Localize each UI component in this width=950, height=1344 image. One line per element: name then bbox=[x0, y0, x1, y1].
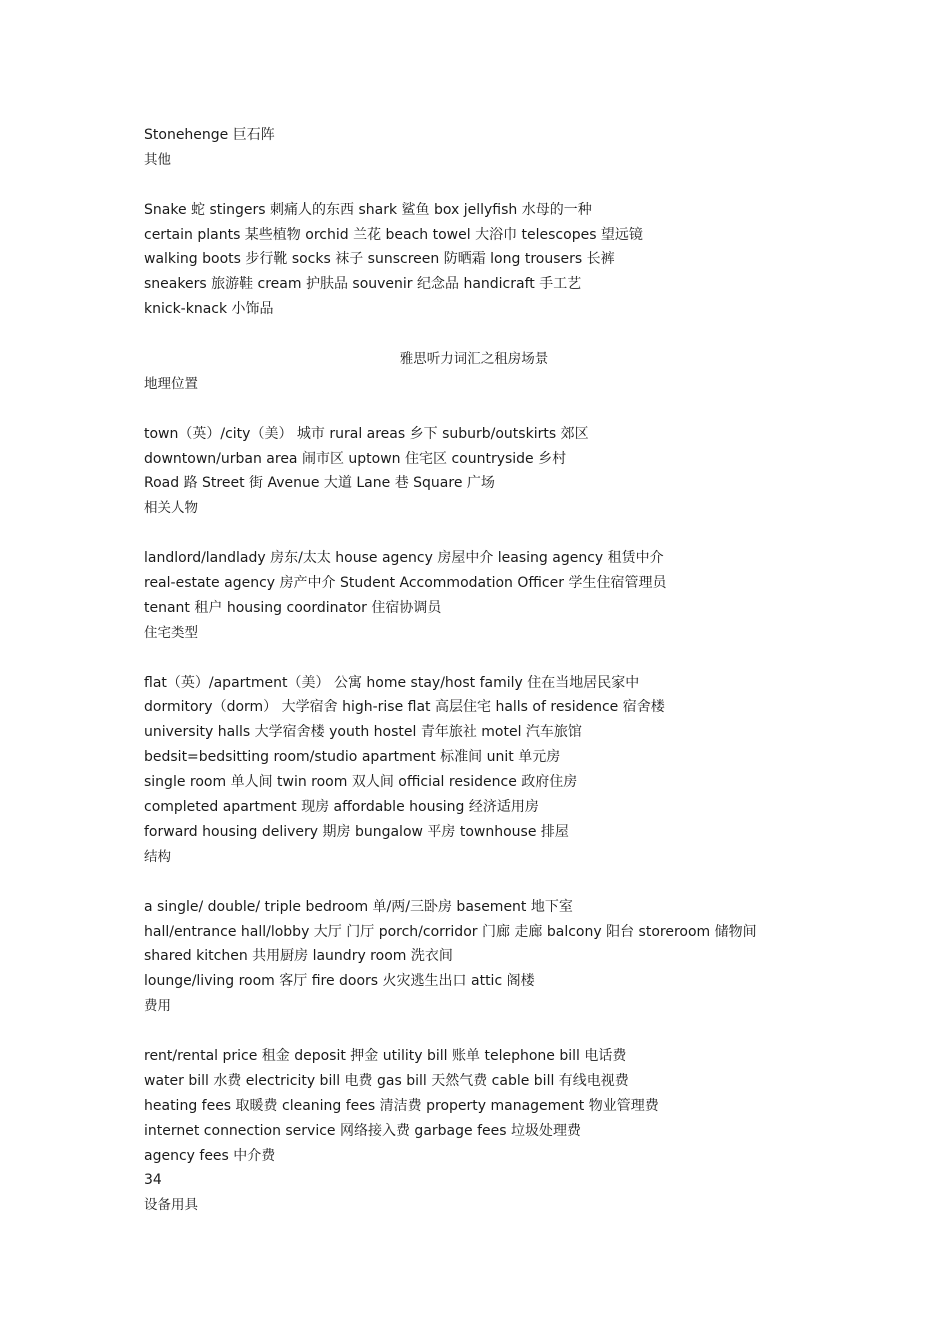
blank-line bbox=[144, 646, 824, 671]
vocab-line: bedsit=bedsitting room/studio apartment 标准间 unit 单元房 bbox=[144, 749, 561, 766]
document-page bbox=[144, 123, 824, 1218]
vocab-line: real-estate agency 房产中介 Student Accommodation Officer 学生住宿管理员 bbox=[144, 575, 667, 592]
vocab-line: rent/rental price 租金 deposit 押金 utility bill 账单 telephone bill 电话费 bbox=[144, 1047, 627, 1064]
vocab-line: knick-knack 小饰品 bbox=[144, 301, 274, 318]
vocab-line: downtown/urban area 闹市区 uptown 住宅区 countryside 乡村 bbox=[144, 450, 567, 467]
vocab-line: walking boots 步行靴 socks 袜子 sunscreen 防晒霜 long trousers 长裤 bbox=[144, 251, 615, 268]
vocab-line: sneakers 旅游鞋 cream 护肤品 souvenir 纪念品 handicraft 手工艺 bbox=[144, 276, 582, 293]
section-heading: 费用 bbox=[144, 998, 171, 1015]
vocab-line: agency fees 中介费 bbox=[144, 1147, 276, 1164]
blank-line bbox=[144, 322, 824, 347]
vocab-line: university halls 大学宿舍楼 youth hostel 青年旅社 motel 汽车旅馆 bbox=[144, 724, 582, 741]
vocab-line: tenant 租户 housing coordinator 住宿协调员 bbox=[144, 599, 442, 616]
section-heading: 设备用具 bbox=[144, 1197, 198, 1214]
vocab-line: heating fees 取暖费 cleaning fees 清洁费 property management 物业管理费 bbox=[144, 1097, 659, 1114]
vocab-line: hall/entrance hall/lobby 大厅 门厅 porch/corridor 门廊 走廊 balcony 阳台 storeroom 储物间 bbox=[144, 923, 757, 940]
blank-line bbox=[144, 173, 824, 198]
blank-line bbox=[144, 397, 824, 422]
section-heading: 地理位置 bbox=[144, 375, 198, 392]
blank-line bbox=[144, 1019, 824, 1044]
vocab-line: lounge/living room 客厅 fire doors 火灾逃生出口 attic 阁楼 bbox=[144, 973, 535, 990]
vocab-line: town（英）/city（美） 城市 rural areas 乡下 suburb/outskirts 郊区 bbox=[144, 425, 589, 442]
vocab-line: single room 单人间 twin room 双人间 official residence 政府住房 bbox=[144, 774, 578, 791]
vocab-line: shared kitchen 共用厨房 laundry room 洗衣间 bbox=[144, 948, 453, 965]
blank-line bbox=[144, 521, 824, 546]
vocab-line: internet connection service 网络接入费 garbage fees 垃圾处理费 bbox=[144, 1122, 581, 1139]
blank-line bbox=[144, 870, 824, 895]
vocab-line: water bill 水费 electricity bill 电费 gas bill 天然气费 cable bill 有线电视费 bbox=[144, 1072, 629, 1089]
vocab-line: 34 bbox=[144, 1172, 162, 1189]
section-heading: 结构 bbox=[144, 848, 171, 865]
section-heading: 相关人物 bbox=[144, 500, 198, 517]
vocab-line: forward housing delivery 期房 bungalow 平房 townhouse 排屋 bbox=[144, 823, 569, 840]
vocab-line: certain plants 某些植物 orchid 兰花 beach towel 大浴巾 telescopes 望远镜 bbox=[144, 226, 643, 243]
vocab-line: Stonehenge 巨石阵 bbox=[144, 127, 275, 143]
vocab-line: a single/ double/ triple bedroom 单/两/三卧房 basement 地下室 bbox=[144, 898, 573, 915]
section-heading: 住宅类型 bbox=[144, 624, 198, 641]
vocab-line: Snake 蛇 stingers 刺痛人的东西 shark 鲨鱼 box jellyfish 水母的一种 bbox=[144, 201, 592, 218]
vocab-line: Road 路 Street 街 Avenue 大道 Lane 巷 Square 广场 bbox=[144, 475, 495, 492]
vocab-line: landlord/landlady 房东/太太 house agency 房屋中介 leasing agency 租赁中介 bbox=[144, 550, 664, 567]
section-heading: 其他 bbox=[144, 151, 171, 168]
vocab-line: dormitory（dorm） 大学宿舍 high-rise flat 高层住宅 halls of residence 宿舍楼 bbox=[144, 699, 665, 716]
vocab-line: completed apartment 现房 affordable housing 经济适用房 bbox=[144, 799, 539, 816]
document-title: 雅思听力词汇之租房场景 bbox=[399, 351, 549, 368]
vocab-line: flat（英）/apartment（美） 公寓 home stay/host family 住在当地居民家中 bbox=[144, 674, 640, 691]
